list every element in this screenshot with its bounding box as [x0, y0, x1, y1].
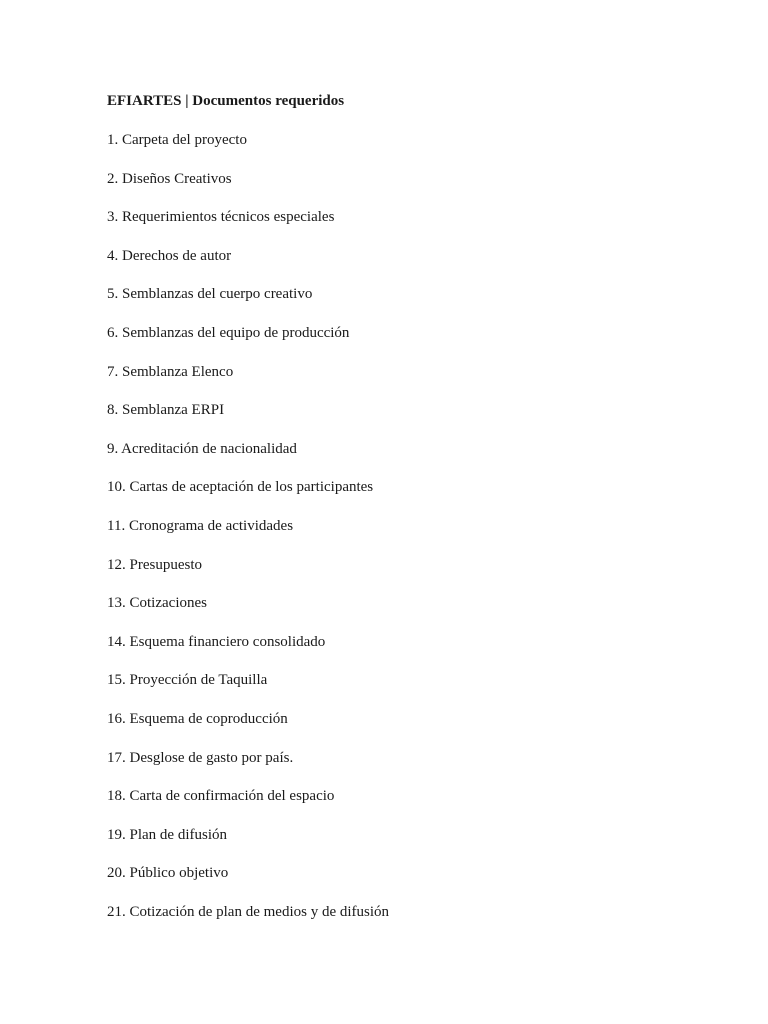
list-item: 12. Presupuesto [107, 556, 202, 573]
list-item: 13. Cotizaciones [107, 595, 207, 612]
list-item: 11. Cronograma de actividades [107, 517, 294, 534]
list-item: 14. Esquema financiero consolidado [107, 633, 326, 650]
document-title: EFIARTES | Documentos requeridos [107, 93, 345, 109]
list-item: 8. Semblanza ERPI [107, 402, 225, 419]
list-item: 20. Público objetivo [107, 865, 229, 882]
list-item: 19. Plan de difusión [107, 826, 227, 843]
list-item: 2. Diseños Creativos [107, 170, 232, 187]
required-documents-list [107, 130, 389, 940]
list-item: 3. Requerimientos técnicos especiales [107, 209, 335, 226]
list-item: 15. Proyección de Taquilla [107, 672, 268, 689]
list-item: 18. Carta de confirmación del espacio [107, 788, 335, 805]
list-item: 10. Cartas de aceptación de los participantes [107, 479, 374, 496]
list-item: 5. Semblanzas del cuerpo creativo [107, 286, 313, 303]
list-item: 7. Semblanza Elenco [107, 363, 234, 380]
list-item: 21. Cotización de plan de medios y de difusión [107, 903, 390, 920]
list-item: 6. Semblanzas del equipo de producción [107, 324, 350, 341]
list-item: 4. Derechos de autor [107, 247, 232, 264]
list-item: 16. Esquema de coproducción [107, 710, 288, 727]
list-item: 9. Acreditación de nacionalidad [107, 440, 297, 457]
list-item: 1. Carpeta del proyecto [107, 132, 247, 148]
list-item: 17. Desglose de gasto por país. [107, 749, 294, 766]
